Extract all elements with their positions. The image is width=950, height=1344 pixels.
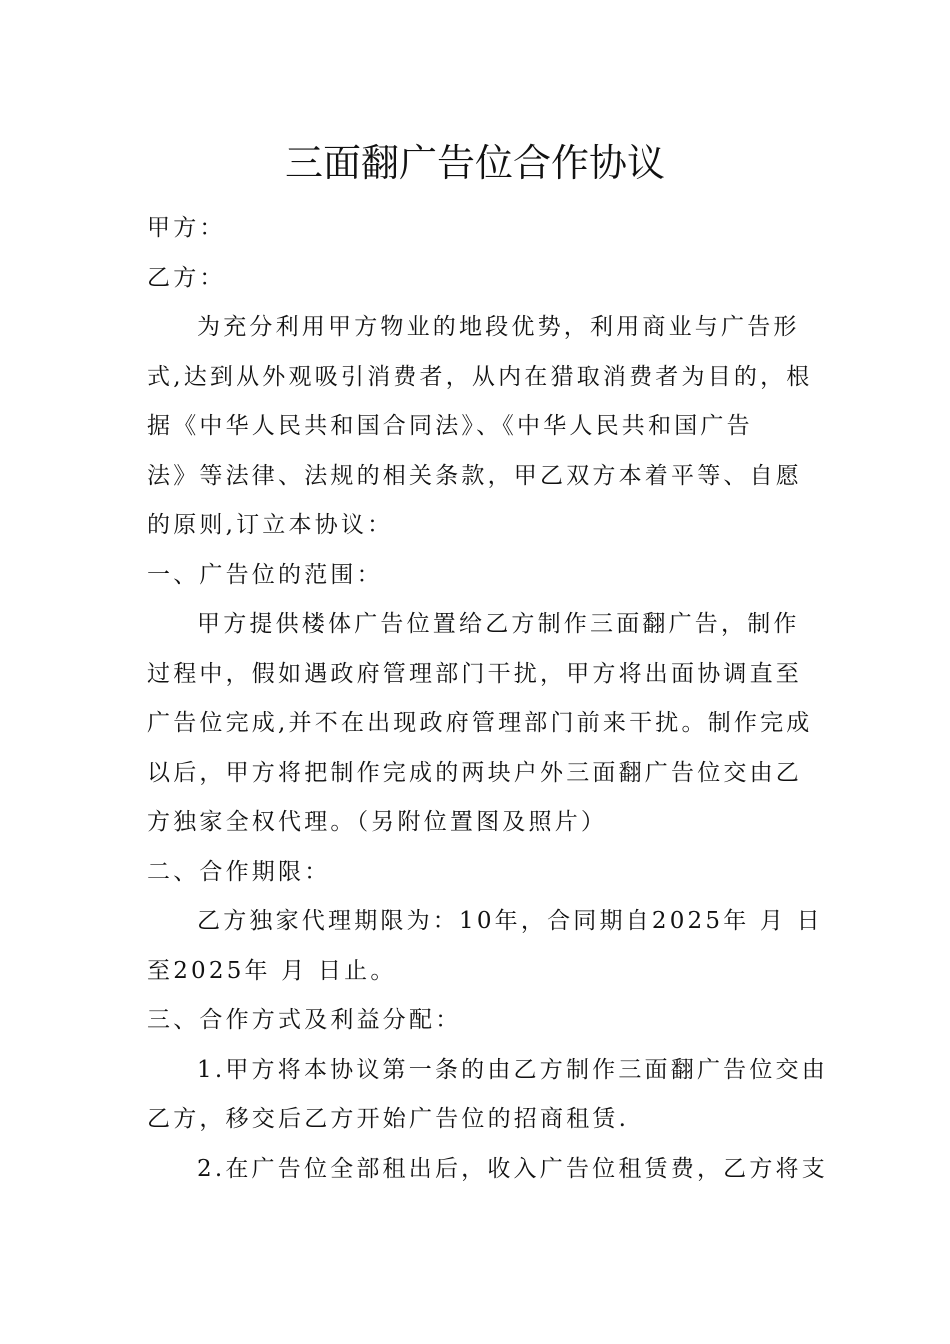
- text-line: 据《中华人民共和国合同法》、《中华人民共和国广告: [147, 413, 753, 439]
- text-line: 式,达到从外观吸引消费者，从内在猎取消费者为目的，根: [147, 363, 813, 390]
- text-line: 一、广告位的范围：: [147, 561, 383, 588]
- text-line: 二、合作期限：: [147, 858, 331, 885]
- text-line: 甲方：: [147, 215, 226, 241]
- text-line: 以后，甲方将把制作完成的两块户外三面翻广告位交由乙: [147, 759, 802, 786]
- text-line: 1.甲方将本协议第一条的由乙方制作三面翻广告位交由: [197, 1056, 828, 1083]
- text-line: 甲方提供楼体广告位置给乙方制作三面翻广告，制作: [197, 611, 800, 637]
- text-line: 过程中，假如遇政府管理部门干扰，甲方将出面协调直至: [147, 660, 802, 687]
- text-line: 乙方，移交后乙方开始广告位的招商租赁.: [147, 1106, 630, 1132]
- text-line: 广告位完成,并不在出现政府管理部门前来干扰。制作完成: [147, 710, 813, 736]
- text-line: 的原则,订立本协议：: [147, 512, 394, 538]
- text-line: 三、合作方式及利益分配：: [147, 1007, 462, 1033]
- text-line: 乙方：: [147, 264, 226, 291]
- text-line: 乙方独家代理期限为：10年，合同期自2025年 月 日: [197, 908, 823, 934]
- document-title: 三面翻广告位合作协议: [284, 141, 665, 185]
- text-line: 为充分利用甲方物业的地段优势，利用商业与广告形: [197, 314, 800, 340]
- text-line: 至2025年 月 日止。: [147, 957, 397, 984]
- text-line: 方独家全权代理。（另附位置图及照片）: [147, 809, 608, 835]
- document-body: [147, 204, 828, 1194]
- text-line: 2.在广告位全部租出后，收入广告位租赁费，乙方将支: [197, 1155, 828, 1182]
- text-line: 法》等法律、法规的相关条款，甲乙双方本着平等、自愿: [147, 462, 802, 489]
